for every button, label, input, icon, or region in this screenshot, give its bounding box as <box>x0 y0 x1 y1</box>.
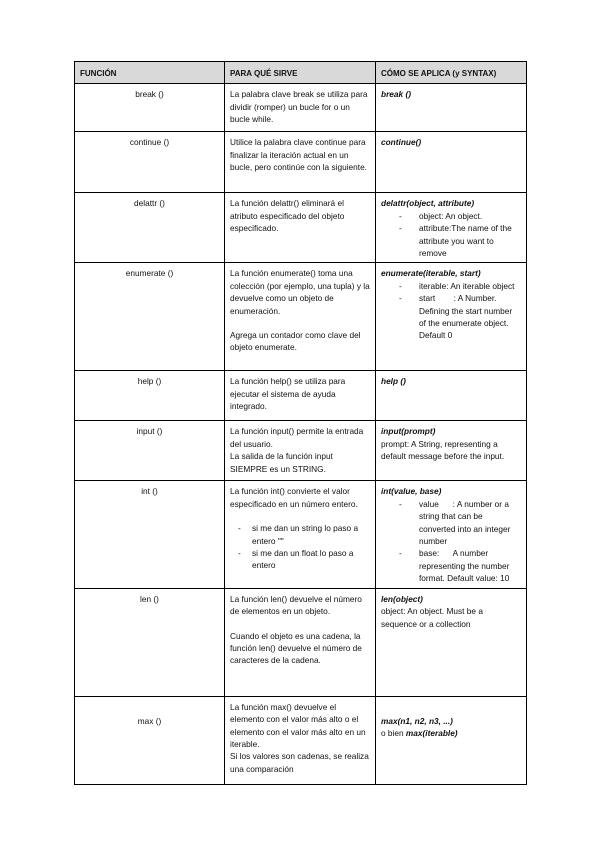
function-syntax-cell <box>376 696 527 784</box>
function-description-cell <box>225 421 376 481</box>
syntax-alternative <box>381 727 521 739</box>
param-item: - attribute:The name of the attribute you want to remove <box>419 222 521 259</box>
header-syntax: CÓMO SE APLICA (y SYNTAX) <box>376 62 527 84</box>
bullet-item: - si me dan un string lo paso a entero "" <box>252 522 370 547</box>
table-row <box>75 263 527 371</box>
header-purpose: PARA QUÉ SIRVE <box>225 62 376 84</box>
function-name: continue () <box>75 132 225 193</box>
bullet-list <box>230 522 370 572</box>
function-name: input () <box>75 421 225 481</box>
function-name: help () <box>75 371 225 421</box>
function-name: break () <box>75 84 225 132</box>
function-description: La función enumerate() toma una colección (por ejemplo, una tupla) y la devuelve como un objeto de enumeración. <box>230 268 370 316</box>
syntax-alt: max(iterable) <box>405 728 458 739</box>
function-syntax: delattr(object, attribute) <box>381 198 475 209</box>
header-row <box>75 62 527 84</box>
param-list <box>381 498 521 585</box>
table-row <box>75 421 527 481</box>
function-name: enumerate () <box>75 263 225 371</box>
function-description-cell <box>225 481 376 588</box>
table-row <box>75 84 527 132</box>
table-row <box>75 132 527 193</box>
function-description-extra: Agrega un contador como clave del objeto enumerate. <box>230 330 361 353</box>
param-item: - base: A number representing the number format. Default value: 10 <box>419 547 521 584</box>
param-item: - iterable: An iterable object <box>419 280 521 292</box>
table-row <box>75 193 527 263</box>
function-syntax-cell <box>376 263 527 371</box>
function-syntax: break () <box>376 84 527 132</box>
function-description: La función input() permite la entrada del usuario. <box>230 426 364 449</box>
param-item: - value : A number or a string that can be converted into an integer number <box>419 498 521 548</box>
table-row <box>75 371 527 421</box>
function-description-extra: Si los valores son cadenas, se realiza una comparación <box>230 751 369 774</box>
function-syntax: int(value, base) <box>381 486 442 497</box>
function-description: La función len() devuelve el número de elementos en un objeto. <box>230 593 362 617</box>
param-item: - object: An object. <box>419 210 521 222</box>
function-syntax: input(prompt) <box>381 426 436 437</box>
function-syntax: enumerate(iterable, start) <box>381 268 481 279</box>
function-syntax: len(object) <box>381 593 423 604</box>
bullet-item: - si me dan un float lo paso a entero <box>252 547 370 572</box>
function-description-cell <box>225 696 376 784</box>
function-description: La función int() convierte el valor especificado en un número entero. <box>230 486 358 509</box>
syntax-description: object: An object. Must be a sequence or a collection <box>381 606 483 629</box>
param-item: - start : A Number. Defining the start number of the enumerate object. Default 0 <box>419 292 521 342</box>
header-function: FUNCIÓN <box>75 62 225 84</box>
function-syntax: help () <box>376 371 527 421</box>
function-name: max () <box>75 696 225 784</box>
syntax-description: prompt: A String, representing a default message before the input. <box>381 438 505 462</box>
function-description-cell <box>225 263 376 371</box>
function-syntax-cell <box>376 193 527 263</box>
table-row <box>75 696 527 784</box>
param-list <box>381 280 521 342</box>
function-syntax: continue() <box>376 132 527 193</box>
functions-table <box>74 61 527 785</box>
function-description-extra: Cuando el objeto es una cadena, la función len() devuelve el número de caracteres de la cadena. <box>230 630 362 666</box>
function-syntax: max(n1, n2, n3, ...) <box>381 715 453 726</box>
function-description: La función max() devuelve el elemento con el valor más alto o el elemento con el valor más alto en un iterable. <box>230 701 366 749</box>
function-description: La función delattr() eliminará el atributo especificado del objeto especificado. <box>225 193 376 263</box>
table-row <box>75 481 527 588</box>
function-syntax-cell <box>376 421 527 481</box>
function-name: len () <box>75 588 225 696</box>
function-description: Utilice la palabra clave continue para finalizar la iteración actual en un bucle, pero continúe con la siguiente. <box>225 132 376 193</box>
function-name: delattr () <box>75 193 225 263</box>
function-description: La función help() se utiliza para ejecutar el sistema de ayuda integrado. <box>225 371 376 421</box>
function-description: La palabra clave break se utiliza para dividir (romper) un bucle for o un bucle while. <box>225 84 376 132</box>
function-description-cell <box>225 588 376 696</box>
syntax-alt-prefix: o bien <box>381 728 406 739</box>
table-row <box>75 588 527 696</box>
function-syntax-cell <box>376 588 527 696</box>
function-syntax-cell <box>376 481 527 588</box>
function-description-extra: La salida de la función input SIEMPRE es un STRING. <box>230 451 333 474</box>
function-name: int () <box>75 481 225 588</box>
param-list <box>381 210 521 260</box>
